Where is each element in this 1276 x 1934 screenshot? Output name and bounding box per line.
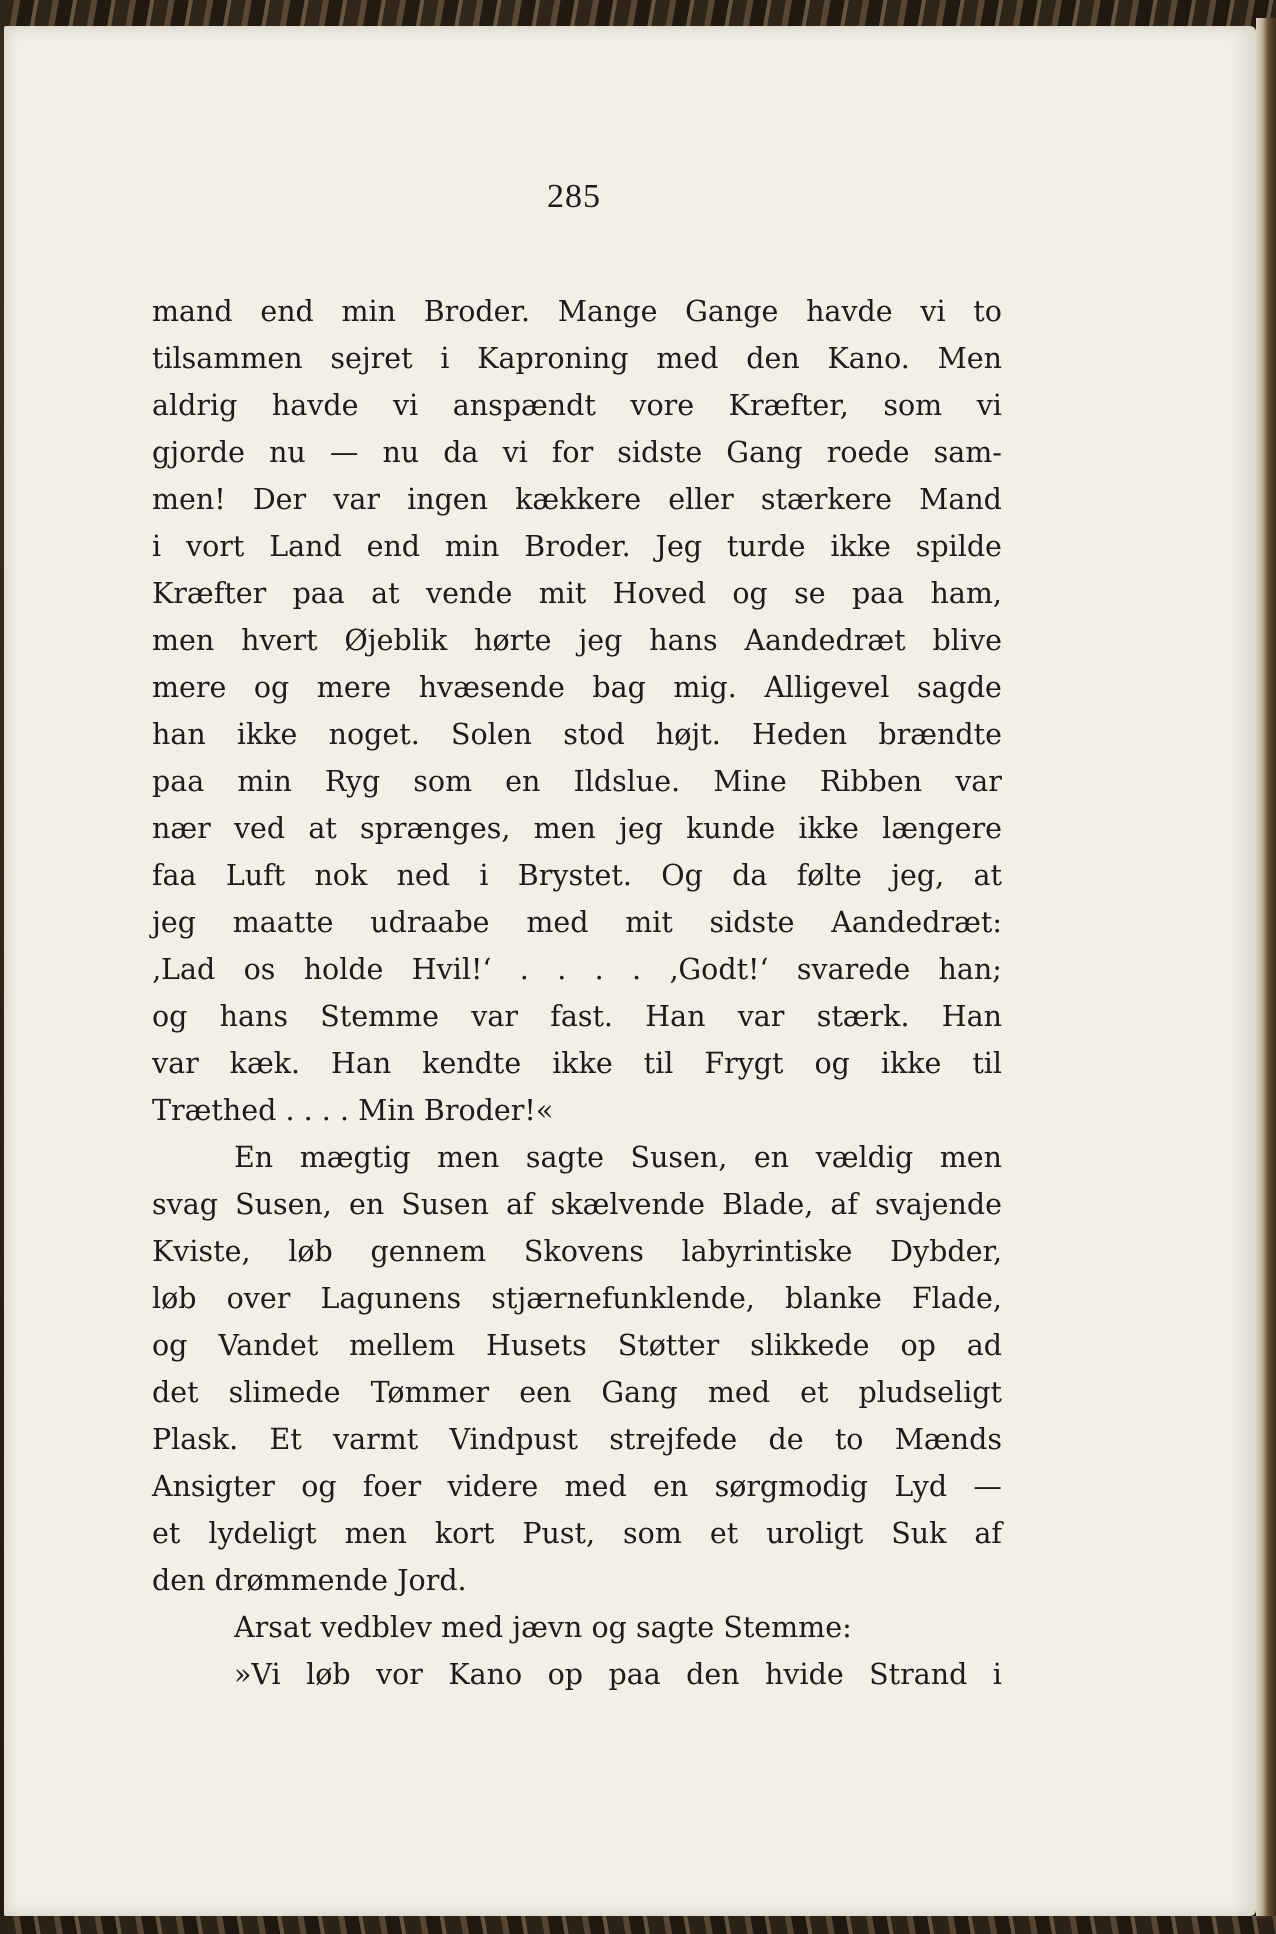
body-text: [152, 288, 1002, 1698]
text-line: paa min Ryg som en Ildslue. Mine Ribben var: [152, 765, 1002, 798]
text-line: Træthed . . . . Min Broder!«: [152, 1094, 554, 1127]
text-line: faa Luft nok ned i Brystet. Og da følte jeg, at: [152, 859, 1002, 892]
text-line: han ikke noget. Solen stod højt. Heden brændte: [152, 718, 1002, 751]
text-line: aldrig havde vi anspændt vore Kræfter, som vi: [152, 389, 1002, 422]
text-line: det slimede Tømmer een Gang med et pludseligt: [152, 1376, 1002, 1409]
text-line: nær ved at sprænges, men jeg kunde ikke længere: [152, 812, 1002, 845]
text-line: Ansigter og foer videre med en sørgmodig Lyd —: [152, 1470, 1002, 1503]
text-line: ‚Lad os holde Hvil!‘ . . . . ‚Godt!‘ svarede han;: [152, 953, 1002, 986]
text-line: mere og mere hvæsende bag mig. Alligevel sagde: [152, 671, 1002, 704]
text-line: løb over Lagunens stjærnefunklende, blanke Flade,: [152, 1282, 1002, 1315]
text-line: men! Der var ingen kækkere eller stærkere Mand: [152, 483, 1002, 516]
text-line: tilsammen sejret i Kaproning med den Kano. Men: [152, 342, 1002, 375]
text-line: men hvert Øjeblik hørte jeg hans Aandedræt blive: [152, 624, 1002, 657]
text-line: var kæk. Han kendte ikke til Frygt og ikke til: [152, 1047, 1002, 1080]
page-number: 285: [547, 178, 601, 215]
marbled-cover-top: [0, 0, 1276, 28]
text-line: Kviste, løb gennem Skovens labyrintiske Dybder,: [152, 1235, 1002, 1268]
text-line: og Vandet mellem Husets Støtter slikkede op ad: [152, 1329, 1002, 1362]
text-line: mand end min Broder. Mange Gange havde vi to: [152, 295, 1002, 328]
text-line: og hans Stemme var fast. Han var stærk. Han: [152, 1000, 1002, 1033]
text-line: Arsat vedblev med jævn og sagte Stemme:: [234, 1611, 852, 1644]
text-line: et lydeligt men kort Pust, som et uroligt Suk af: [152, 1517, 1002, 1550]
text-line: jeg maatte udraabe med mit sidste Aandedræt:: [152, 906, 1002, 939]
text-line: i vort Land end min Broder. Jeg turde ikke spilde: [152, 530, 1002, 563]
text-line: Kræfter paa at vende mit Hoved og se paa ham,: [152, 577, 1002, 610]
text-line: svag Susen, en Susen af skælvende Blade, af svajende: [152, 1188, 1002, 1221]
page-edge: [1256, 18, 1276, 1918]
text-line: »Vi løb vor Kano op paa den hvide Strand i: [234, 1658, 1002, 1691]
text-line: Plask. Et varmt Vindpust strejfede de to Mænds: [152, 1423, 1002, 1456]
text-line: den drømmende Jord.: [152, 1564, 467, 1597]
text-line: gjorde nu — nu da vi for sidste Gang roede sam-: [152, 436, 1002, 469]
marbled-cover-bottom: [0, 1916, 1276, 1934]
text-line: En mægtig men sagte Susen, en vældig men: [234, 1141, 1002, 1174]
book-page: [4, 26, 1256, 1916]
